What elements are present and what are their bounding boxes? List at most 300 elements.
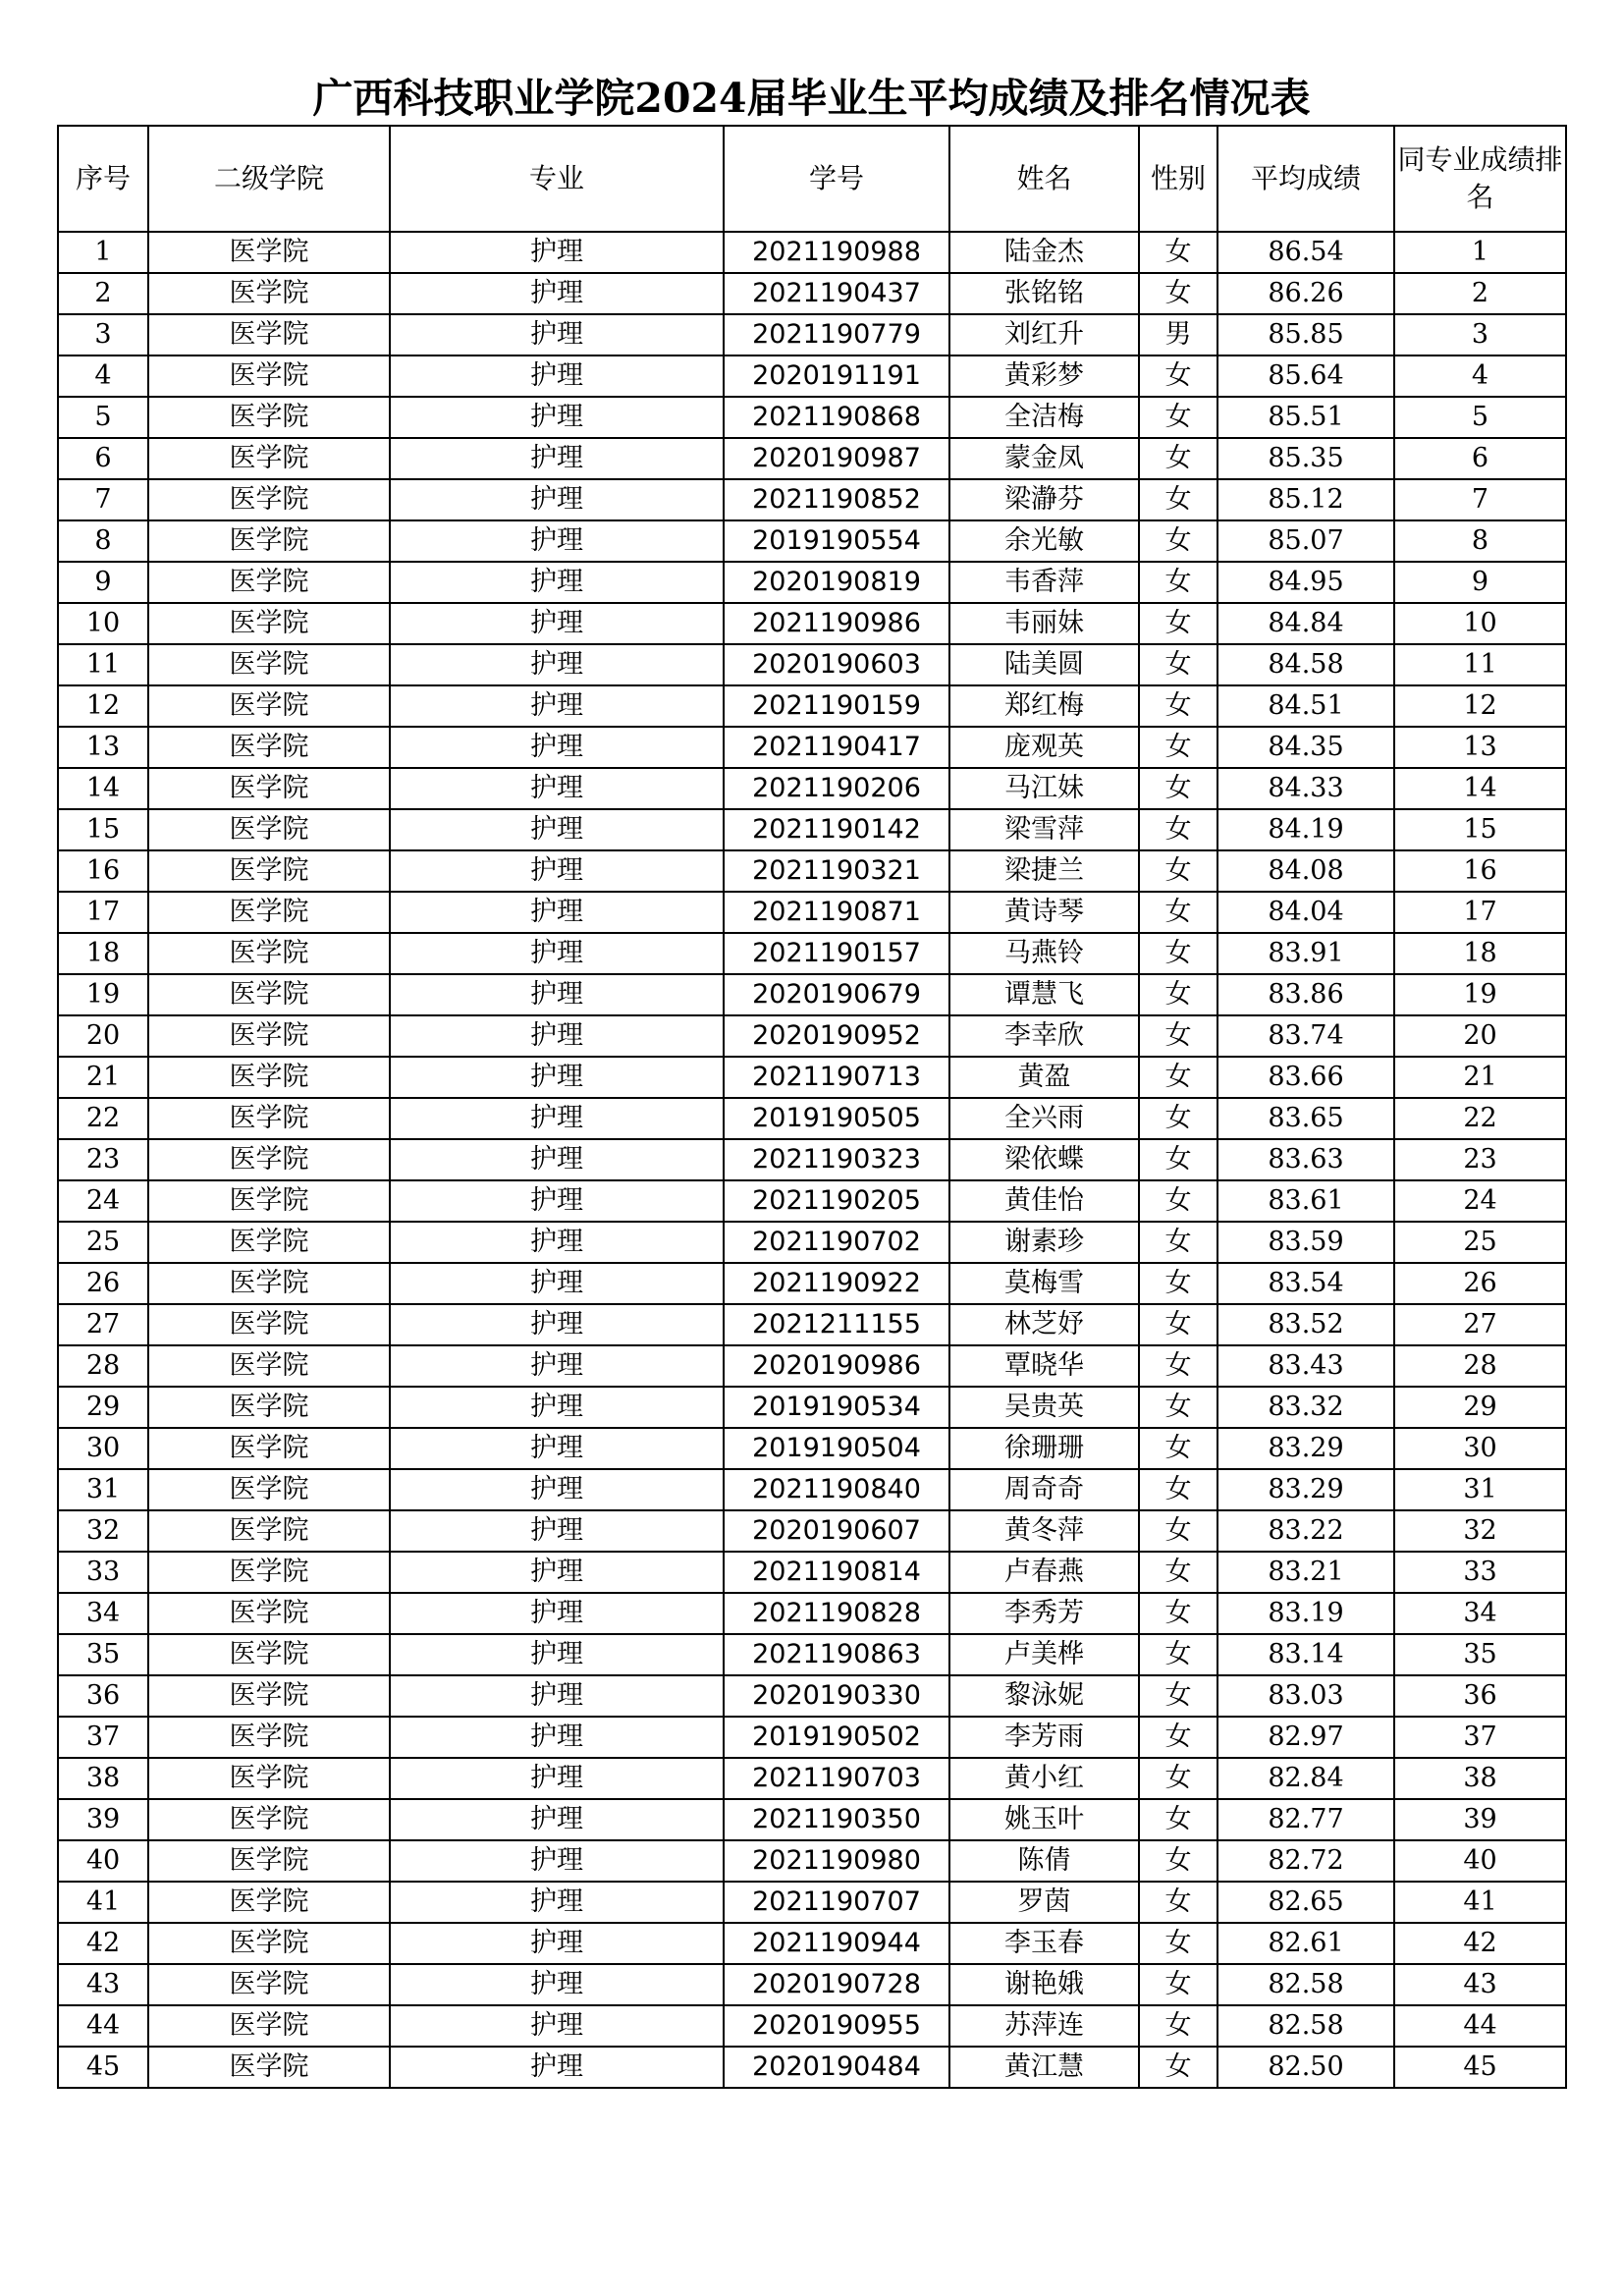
table-row <box>58 1345 1566 1387</box>
cell-student-id: 2020190484 <box>724 2047 949 2088</box>
table-row <box>58 603 1566 644</box>
cell-major: 护理 <box>390 1222 724 1263</box>
cell-student-id: 2021190707 <box>724 1882 949 1923</box>
cell-student-id: 2021190980 <box>724 1840 949 1882</box>
cell-gender: 女 <box>1139 1428 1217 1469</box>
cell-college: 医学院 <box>148 1758 390 1799</box>
cell-name: 卢春燕 <box>949 1552 1139 1593</box>
cell-seq: 18 <box>58 933 148 974</box>
cell-student-id: 2020190607 <box>724 1510 949 1552</box>
header-college: 二级学院 <box>148 126 390 232</box>
cell-gender: 女 <box>1139 603 1217 644</box>
cell-name: 谢素珍 <box>949 1222 1139 1263</box>
cell-gender: 女 <box>1139 1180 1217 1222</box>
cell-college: 医学院 <box>148 1057 390 1098</box>
cell-rank: 10 <box>1394 603 1566 644</box>
table-row <box>58 1387 1566 1428</box>
cell-major: 护理 <box>390 1552 724 1593</box>
cell-seq: 7 <box>58 479 148 520</box>
cell-student-id: 2020191191 <box>724 355 949 397</box>
cell-average: 83.61 <box>1217 1180 1394 1222</box>
cell-gender: 女 <box>1139 562 1217 603</box>
cell-student-id: 2020190679 <box>724 974 949 1015</box>
cell-name: 韦香萍 <box>949 562 1139 603</box>
cell-seq: 29 <box>58 1387 148 1428</box>
cell-name: 蒙金凤 <box>949 438 1139 479</box>
cell-average: 83.74 <box>1217 1015 1394 1057</box>
cell-name: 梁瀞芬 <box>949 479 1139 520</box>
cell-average: 83.59 <box>1217 1222 1394 1263</box>
header-rank: 同专业成绩排名 <box>1394 126 1566 232</box>
cell-rank: 41 <box>1394 1882 1566 1923</box>
cell-seq: 36 <box>58 1675 148 1717</box>
cell-average: 83.43 <box>1217 1345 1394 1387</box>
cell-major: 护理 <box>390 685 724 727</box>
cell-name: 黄诗琴 <box>949 892 1139 933</box>
cell-gender: 女 <box>1139 933 1217 974</box>
cell-average: 84.04 <box>1217 892 1394 933</box>
cell-name: 黄彩梦 <box>949 355 1139 397</box>
cell-major: 护理 <box>390 1015 724 1057</box>
cell-seq: 6 <box>58 438 148 479</box>
cell-college: 医学院 <box>148 1304 390 1345</box>
cell-student-id: 2021190702 <box>724 1222 949 1263</box>
cell-student-id: 2021190157 <box>724 933 949 974</box>
cell-college: 医学院 <box>148 1552 390 1593</box>
cell-rank: 34 <box>1394 1593 1566 1634</box>
cell-student-id: 2021190988 <box>724 232 949 273</box>
cell-major: 护理 <box>390 355 724 397</box>
cell-college: 医学院 <box>148 1098 390 1139</box>
cell-rank: 18 <box>1394 933 1566 974</box>
cell-gender: 女 <box>1139 1510 1217 1552</box>
table-row <box>58 727 1566 768</box>
table-row <box>58 1304 1566 1345</box>
cell-rank: 31 <box>1394 1469 1566 1510</box>
cell-average: 83.65 <box>1217 1098 1394 1139</box>
cell-student-id: 2020190955 <box>724 2005 949 2047</box>
cell-rank: 21 <box>1394 1057 1566 1098</box>
table-row <box>58 1057 1566 1098</box>
cell-gender: 女 <box>1139 1593 1217 1634</box>
table-row <box>58 479 1566 520</box>
cell-major: 护理 <box>390 1758 724 1799</box>
cell-average: 83.03 <box>1217 1675 1394 1717</box>
cell-gender: 女 <box>1139 1469 1217 1510</box>
cell-college: 医学院 <box>148 479 390 520</box>
table-row <box>58 520 1566 562</box>
cell-student-id: 2021190868 <box>724 397 949 438</box>
cell-name: 韦丽妹 <box>949 603 1139 644</box>
cell-student-id: 2021211155 <box>724 1304 949 1345</box>
cell-seq: 25 <box>58 1222 148 1263</box>
cell-gender: 女 <box>1139 2047 1217 2088</box>
cell-rank: 8 <box>1394 520 1566 562</box>
cell-average: 82.61 <box>1217 1923 1394 1964</box>
cell-gender: 女 <box>1139 1923 1217 1964</box>
cell-rank: 14 <box>1394 768 1566 809</box>
cell-major: 护理 <box>390 644 724 685</box>
cell-major: 护理 <box>390 1675 724 1717</box>
cell-student-id: 2021190703 <box>724 1758 949 1799</box>
cell-rank: 29 <box>1394 1387 1566 1428</box>
cell-average: 84.58 <box>1217 644 1394 685</box>
cell-name: 李玉春 <box>949 1923 1139 1964</box>
cell-average: 82.72 <box>1217 1840 1394 1882</box>
cell-average: 83.32 <box>1217 1387 1394 1428</box>
table-row <box>58 397 1566 438</box>
cell-rank: 1 <box>1394 232 1566 273</box>
cell-college: 医学院 <box>148 273 390 314</box>
cell-major: 护理 <box>390 1345 724 1387</box>
cell-gender: 女 <box>1139 273 1217 314</box>
table-row <box>58 355 1566 397</box>
cell-gender: 女 <box>1139 1139 1217 1180</box>
cell-seq: 9 <box>58 562 148 603</box>
table-row <box>58 1180 1566 1222</box>
cell-college: 医学院 <box>148 1263 390 1304</box>
cell-gender: 女 <box>1139 1345 1217 1387</box>
cell-seq: 21 <box>58 1057 148 1098</box>
cell-name: 吴贵英 <box>949 1387 1139 1428</box>
cell-rank: 19 <box>1394 974 1566 1015</box>
cell-college: 医学院 <box>148 1675 390 1717</box>
cell-student-id: 2021190713 <box>724 1057 949 1098</box>
cell-name: 覃晓华 <box>949 1345 1139 1387</box>
cell-gender: 女 <box>1139 397 1217 438</box>
cell-gender: 女 <box>1139 438 1217 479</box>
cell-average: 85.12 <box>1217 479 1394 520</box>
cell-student-id: 2020190986 <box>724 1345 949 1387</box>
cell-gender: 女 <box>1139 1840 1217 1882</box>
table-row <box>58 1964 1566 2005</box>
cell-average: 82.50 <box>1217 2047 1394 2088</box>
cell-rank: 32 <box>1394 1510 1566 1552</box>
cell-rank: 39 <box>1394 1799 1566 1840</box>
cell-gender: 女 <box>1139 768 1217 809</box>
cell-rank: 40 <box>1394 1840 1566 1882</box>
cell-average: 84.95 <box>1217 562 1394 603</box>
table-row <box>58 273 1566 314</box>
cell-average: 82.84 <box>1217 1758 1394 1799</box>
cell-major: 护理 <box>390 1634 724 1675</box>
cell-rank: 9 <box>1394 562 1566 603</box>
table-row <box>58 1840 1566 1882</box>
cell-student-id: 2020190987 <box>724 438 949 479</box>
table-body <box>58 232 1566 2088</box>
cell-student-id: 2021190417 <box>724 727 949 768</box>
cell-college: 医学院 <box>148 1222 390 1263</box>
cell-name: 黄江慧 <box>949 2047 1139 2088</box>
cell-student-id: 2019190554 <box>724 520 949 562</box>
cell-average: 83.91 <box>1217 933 1394 974</box>
cell-student-id: 2020190728 <box>724 1964 949 2005</box>
cell-major: 护理 <box>390 397 724 438</box>
table-row <box>58 892 1566 933</box>
table-row <box>58 1717 1566 1758</box>
cell-college: 医学院 <box>148 438 390 479</box>
cell-gender: 女 <box>1139 1634 1217 1675</box>
table-row <box>58 438 1566 479</box>
cell-gender: 女 <box>1139 644 1217 685</box>
cell-name: 黄冬萍 <box>949 1510 1139 1552</box>
cell-college: 医学院 <box>148 974 390 1015</box>
grades-table <box>57 125 1567 2089</box>
cell-seq: 38 <box>58 1758 148 1799</box>
cell-gender: 女 <box>1139 1964 1217 2005</box>
cell-gender: 女 <box>1139 1222 1217 1263</box>
header-average: 平均成绩 <box>1217 126 1394 232</box>
cell-student-id: 2021190986 <box>724 603 949 644</box>
cell-major: 护理 <box>390 1180 724 1222</box>
cell-seq: 34 <box>58 1593 148 1634</box>
cell-seq: 17 <box>58 892 148 933</box>
cell-seq: 13 <box>58 727 148 768</box>
cell-major: 护理 <box>390 1799 724 1840</box>
cell-seq: 1 <box>58 232 148 273</box>
cell-college: 医学院 <box>148 1428 390 1469</box>
cell-average: 83.63 <box>1217 1139 1394 1180</box>
cell-average: 83.86 <box>1217 974 1394 1015</box>
cell-seq: 3 <box>58 314 148 355</box>
cell-name: 罗茵 <box>949 1882 1139 1923</box>
cell-college: 医学院 <box>148 933 390 974</box>
cell-seq: 5 <box>58 397 148 438</box>
cell-major: 护理 <box>390 1510 724 1552</box>
cell-average: 85.64 <box>1217 355 1394 397</box>
cell-average: 83.29 <box>1217 1428 1394 1469</box>
cell-rank: 13 <box>1394 727 1566 768</box>
cell-name: 余光敏 <box>949 520 1139 562</box>
cell-seq: 28 <box>58 1345 148 1387</box>
cell-college: 医学院 <box>148 1015 390 1057</box>
cell-name: 马燕铃 <box>949 933 1139 974</box>
cell-gender: 男 <box>1139 314 1217 355</box>
cell-major: 护理 <box>390 1840 724 1882</box>
cell-seq: 12 <box>58 685 148 727</box>
cell-rank: 38 <box>1394 1758 1566 1799</box>
cell-name: 李芳雨 <box>949 1717 1139 1758</box>
cell-name: 陆金杰 <box>949 232 1139 273</box>
cell-name: 梁依蝶 <box>949 1139 1139 1180</box>
cell-name: 林芝妤 <box>949 1304 1139 1345</box>
cell-major: 护理 <box>390 273 724 314</box>
cell-college: 医学院 <box>148 1387 390 1428</box>
cell-average: 84.19 <box>1217 809 1394 850</box>
header-row <box>58 126 1566 232</box>
table-row <box>58 1758 1566 1799</box>
table-row <box>58 809 1566 850</box>
table-row <box>58 1015 1566 1057</box>
cell-gender: 女 <box>1139 1882 1217 1923</box>
cell-student-id: 2021190437 <box>724 273 949 314</box>
cell-gender: 女 <box>1139 1015 1217 1057</box>
cell-name: 黎泳妮 <box>949 1675 1139 1717</box>
cell-major: 护理 <box>390 1717 724 1758</box>
cell-major: 护理 <box>390 1923 724 1964</box>
table-row <box>58 1799 1566 1840</box>
cell-college: 医学院 <box>148 892 390 933</box>
cell-rank: 6 <box>1394 438 1566 479</box>
cell-student-id: 2019190505 <box>724 1098 949 1139</box>
cell-name: 刘红升 <box>949 314 1139 355</box>
cell-student-id: 2019190502 <box>724 1717 949 1758</box>
cell-college: 医学院 <box>148 1180 390 1222</box>
cell-student-id: 2021190779 <box>724 314 949 355</box>
cell-major: 护理 <box>390 1304 724 1345</box>
table-row <box>58 562 1566 603</box>
cell-college: 医学院 <box>148 2005 390 2047</box>
table-row <box>58 1469 1566 1510</box>
cell-major: 护理 <box>390 603 724 644</box>
header-major: 专业 <box>390 126 724 232</box>
cell-student-id: 2020190330 <box>724 1675 949 1717</box>
cell-college: 医学院 <box>148 2047 390 2088</box>
cell-rank: 20 <box>1394 1015 1566 1057</box>
cell-seq: 42 <box>58 1923 148 1964</box>
cell-student-id: 2020190603 <box>724 644 949 685</box>
cell-rank: 17 <box>1394 892 1566 933</box>
cell-rank: 30 <box>1394 1428 1566 1469</box>
cell-average: 83.29 <box>1217 1469 1394 1510</box>
cell-name: 张铭铭 <box>949 273 1139 314</box>
cell-rank: 5 <box>1394 397 1566 438</box>
header-student-id: 学号 <box>724 126 949 232</box>
cell-gender: 女 <box>1139 850 1217 892</box>
cell-student-id: 2021190840 <box>724 1469 949 1510</box>
cell-rank: 3 <box>1394 314 1566 355</box>
cell-average: 82.58 <box>1217 2005 1394 2047</box>
cell-average: 84.84 <box>1217 603 1394 644</box>
cell-average: 86.26 <box>1217 273 1394 314</box>
cell-average: 84.35 <box>1217 727 1394 768</box>
table-row <box>58 1593 1566 1634</box>
cell-major: 护理 <box>390 1593 724 1634</box>
cell-seq: 24 <box>58 1180 148 1222</box>
cell-major: 护理 <box>390 520 724 562</box>
cell-seq: 30 <box>58 1428 148 1469</box>
cell-gender: 女 <box>1139 479 1217 520</box>
table-row <box>58 1510 1566 1552</box>
cell-average: 84.08 <box>1217 850 1394 892</box>
cell-rank: 22 <box>1394 1098 1566 1139</box>
cell-major: 护理 <box>390 438 724 479</box>
cell-name: 梁雪萍 <box>949 809 1139 850</box>
table-row <box>58 685 1566 727</box>
cell-college: 医学院 <box>148 809 390 850</box>
cell-average: 83.21 <box>1217 1552 1394 1593</box>
table-row <box>58 1882 1566 1923</box>
cell-name: 李秀芳 <box>949 1593 1139 1634</box>
cell-average: 83.66 <box>1217 1057 1394 1098</box>
cell-seq: 39 <box>58 1799 148 1840</box>
cell-college: 医学院 <box>148 727 390 768</box>
cell-rank: 42 <box>1394 1923 1566 1964</box>
cell-student-id: 2021190321 <box>724 850 949 892</box>
cell-seq: 27 <box>58 1304 148 1345</box>
cell-rank: 28 <box>1394 1345 1566 1387</box>
cell-seq: 20 <box>58 1015 148 1057</box>
cell-student-id: 2021190205 <box>724 1180 949 1222</box>
cell-college: 医学院 <box>148 355 390 397</box>
cell-name: 莫梅雪 <box>949 1263 1139 1304</box>
table-row <box>58 2005 1566 2047</box>
cell-student-id: 2021190350 <box>724 1799 949 1840</box>
cell-seq: 35 <box>58 1634 148 1675</box>
table-row <box>58 1139 1566 1180</box>
cell-name: 谢艳娥 <box>949 1964 1139 2005</box>
cell-gender: 女 <box>1139 1098 1217 1139</box>
cell-student-id: 2020190819 <box>724 562 949 603</box>
cell-major: 护理 <box>390 1882 724 1923</box>
cell-rank: 4 <box>1394 355 1566 397</box>
cell-gender: 女 <box>1139 1675 1217 1717</box>
cell-name: 姚玉叶 <box>949 1799 1139 1840</box>
cell-student-id: 2021190922 <box>724 1263 949 1304</box>
cell-college: 医学院 <box>148 1634 390 1675</box>
cell-student-id: 2021190871 <box>724 892 949 933</box>
table-row <box>58 314 1566 355</box>
cell-college: 医学院 <box>148 314 390 355</box>
cell-major: 护理 <box>390 809 724 850</box>
cell-seq: 40 <box>58 1840 148 1882</box>
table-row <box>58 2047 1566 2088</box>
cell-average: 82.65 <box>1217 1882 1394 1923</box>
cell-seq: 19 <box>58 974 148 1015</box>
cell-student-id: 2021190814 <box>724 1552 949 1593</box>
cell-college: 医学院 <box>148 1923 390 1964</box>
cell-major: 护理 <box>390 2005 724 2047</box>
cell-gender: 女 <box>1139 1717 1217 1758</box>
table-row <box>58 1098 1566 1139</box>
cell-average: 84.33 <box>1217 768 1394 809</box>
cell-major: 护理 <box>390 1428 724 1469</box>
cell-gender: 女 <box>1139 1263 1217 1304</box>
cell-college: 医学院 <box>148 1510 390 1552</box>
cell-rank: 45 <box>1394 2047 1566 2088</box>
cell-student-id: 2019190534 <box>724 1387 949 1428</box>
cell-seq: 16 <box>58 850 148 892</box>
cell-major: 护理 <box>390 1139 724 1180</box>
cell-name: 黄小红 <box>949 1758 1139 1799</box>
cell-student-id: 2021190323 <box>724 1139 949 1180</box>
cell-name: 黄佳怡 <box>949 1180 1139 1222</box>
cell-student-id: 2021190852 <box>724 479 949 520</box>
header-seq: 序号 <box>58 126 148 232</box>
cell-seq: 4 <box>58 355 148 397</box>
cell-student-id: 2021190159 <box>724 685 949 727</box>
cell-gender: 女 <box>1139 974 1217 1015</box>
cell-student-id: 2021190863 <box>724 1634 949 1675</box>
cell-rank: 11 <box>1394 644 1566 685</box>
cell-gender: 女 <box>1139 727 1217 768</box>
table-row <box>58 1222 1566 1263</box>
cell-average: 85.07 <box>1217 520 1394 562</box>
cell-rank: 43 <box>1394 1964 1566 2005</box>
table-row <box>58 1552 1566 1593</box>
cell-major: 护理 <box>390 2047 724 2088</box>
cell-college: 医学院 <box>148 1717 390 1758</box>
cell-seq: 32 <box>58 1510 148 1552</box>
table-row <box>58 974 1566 1015</box>
cell-name: 全洁梅 <box>949 397 1139 438</box>
cell-college: 医学院 <box>148 1139 390 1180</box>
cell-major: 护理 <box>390 1098 724 1139</box>
cell-seq: 45 <box>58 2047 148 2088</box>
cell-average: 85.35 <box>1217 438 1394 479</box>
cell-gender: 女 <box>1139 1057 1217 1098</box>
cell-name: 周奇奇 <box>949 1469 1139 1510</box>
